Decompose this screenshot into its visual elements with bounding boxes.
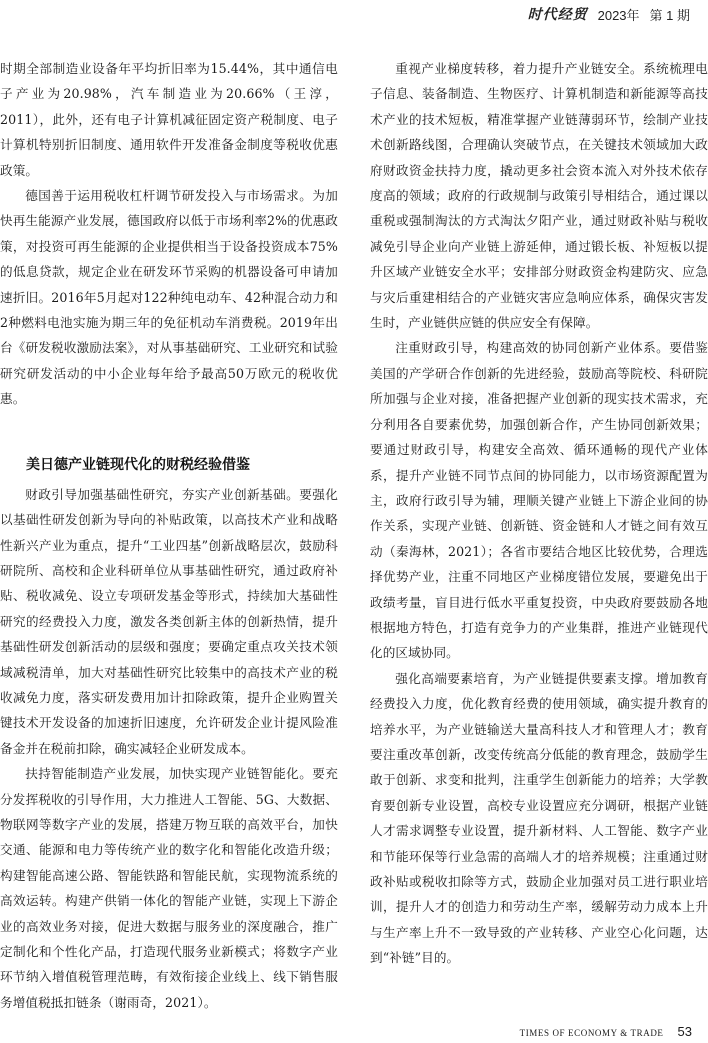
body-paragraph: 强化高端要素培育，为产业链提供要素支撑。增加教育经费投入力度，优化教育经费的使用领域，确实提升教育的培养水平，为产业链输送大量高科技人才和管理人才；教育要注重改革创新，改变传统高分低能的教育理念，鼓励学生敢于创新、求变和批判，注重学生创新能力的培养；大学教育要创新专业设置，高校专业设置应充分调研，根据产业链人才需求调整专业设置，提升新材料、人工智能、数字产业和节能环保等行业急需的高端人才的培养规模；注重通过财政补贴或税收扣除等方式，鼓励企业加强对员工进行职业培训，提升人才的创造力和劳动生产率，缓解劳动力成本上升与生产率上升不一致导致的产业转移、产业空心化问题，达到“补链”目的。 (370, 670, 708, 966)
body-paragraph: 重视产业梯度转移，着力提升产业链安全。系统梳理电子信息、装备制造、生物医疗、计算机制造和新能源等高技术产业的技术短板，精准掌握产业链薄弱环节，绘制产业技术创新路线图，合理确认突破节点，在关键技术领域加大政府财政资金扶持力度，撬动更多社会资本流入对外技术依存度高的领域；政府的行政规制与政策引导相结合，通过课以重税或强制淘汰的方式淘汰夕阳产业，通过财政补贴与税收减免引导企业向产业链上游延伸，通过锻长板、补短板以提升区域产业链安全水平；安排部分财政资金构建防灾、应急与灾后重建相结合的产业链灾害应急响应体系，确保灾害发生时，产业链供应链的供应安全有保障。 (370, 61, 708, 331)
body-paragraph: 扶持智能制造产业发展，加快实现产业链智能化。要充分发挥税收的引导作用，大力推进人工智能、5G、大数据、物联网等数字产业的发展，搭建万物互联的高效平台，加快交通、能源和电力等传统产业的数字化和智能化改造升级；构建智能高速公路、智能铁路和智能民航，实现物流系统的高效运转。构建产供销一体化的智能产业链，实现上下游企业的高效业务对接，促进大数据与服务业的深度融合，推广定制化和个性化产品，打造现代服务业新模式；将数字产业环节纳入增值税管理范畴，有效衔接企业线上、线下销售服务增值税抵扣链条（谢雨奇，2021）。 (0, 766, 338, 1010)
body-paragraph: 时期全部制造业设备年平均折旧率为15.44%，其中通信电子产业为20.98%，汽车制造业为20.66%（王淳，2011），此外，还有电子计算机减征固定资产税制度、电子计算机特别折旧制度、通用软件开发准备金制度等税收优惠政策。 (0, 61, 338, 178)
section-heading: 美日德产业链现代化的财税经验借鉴 (26, 456, 250, 473)
body-paragraph: 德国善于运用税收杠杆调节研发投入与市场需求。为加快再生能源产业发展，德国政府以低于市场利率2%的优惠政策，对投资可再生能源的企业提供相当于设备投资成本75%的低息贷款，规定企业在研发环节采购的机器设备可申请加速折旧。2016年5月起对122种纯电动车、42种混合动力和2种燃料电池实施为期三年的免征机动车消费税。2019年出台《研发税收激励法案》，对从事基础研究、工业研究和试验研究研发活动的中小企业每年给予最高50万欧元的税收优惠。 (0, 188, 338, 407)
right-column (370, 56, 708, 971)
page-number: 53 (677, 1024, 692, 1039)
page-footer (520, 1024, 692, 1039)
header-year: 2023年 (597, 7, 640, 23)
body-paragraph: 财政引导加强基础性研究，夯实产业创新基础。要强化以基础性研发创新为导向的补贴政策，以高技术产业和战略性新兴产业为重点，提升“工业四基”创新战略层次，鼓励科研院所、高校和企业科研单位从事基础性研究，通过政府补贴、税收减免、设立专项研发基金等形式，持续加大基础性研究的经费投入力度，激发各类创新主体的创新热情，提升基础性研发创新活动的层级和强度；要确定重点攻关技术领域减税清单，加大对基础性研究比较集中的高技术产业的税收减免力度，落实研发费用加计扣除政策，提升企业购置关键技术开发设备的加速折旧速度，允许研发企业计提风险准备金并在税前扣除，确实减轻企业研发成本。 (0, 486, 338, 756)
journal-name: TIMES OF ECONOMY & TRADE (519, 1028, 664, 1038)
header-issue: 第 1 期 (649, 7, 690, 23)
body-paragraph: 注重财政引导，构建高效的协同创新产业体系。要借鉴美国的产学研合作创新的先进经验，鼓励高等院校、科研院所加强与企业对接，准备把握产业创新的现实技术需求，充分利用各自要素优势，加强创新合作，产生协同创新效果；要通过财政引导，构建安全高效、循环通畅的现代产业体系，提升产业链不同节点间的协同能力，以市场资源配置为主，政府行政引导为辅，理顺关键产业链上下游企业间的协作关系，实现产业链、创新链、资金链和人才链之间有效互动（秦海林，2021）；各省市要结合地区比较优势，合理选择优势产业，注重不同地区产业梯度错位发展，要避免出于政绩考量，盲目进行低水平重复投资，中央政府要鼓励各地根据地方特色，打造有竞争力的产业集群，推进产业链现代化的区域协同。 (370, 340, 708, 661)
left-column (0, 56, 338, 1015)
page-header (528, 2, 690, 26)
magazine-logo: 时代经贸 (527, 7, 588, 23)
